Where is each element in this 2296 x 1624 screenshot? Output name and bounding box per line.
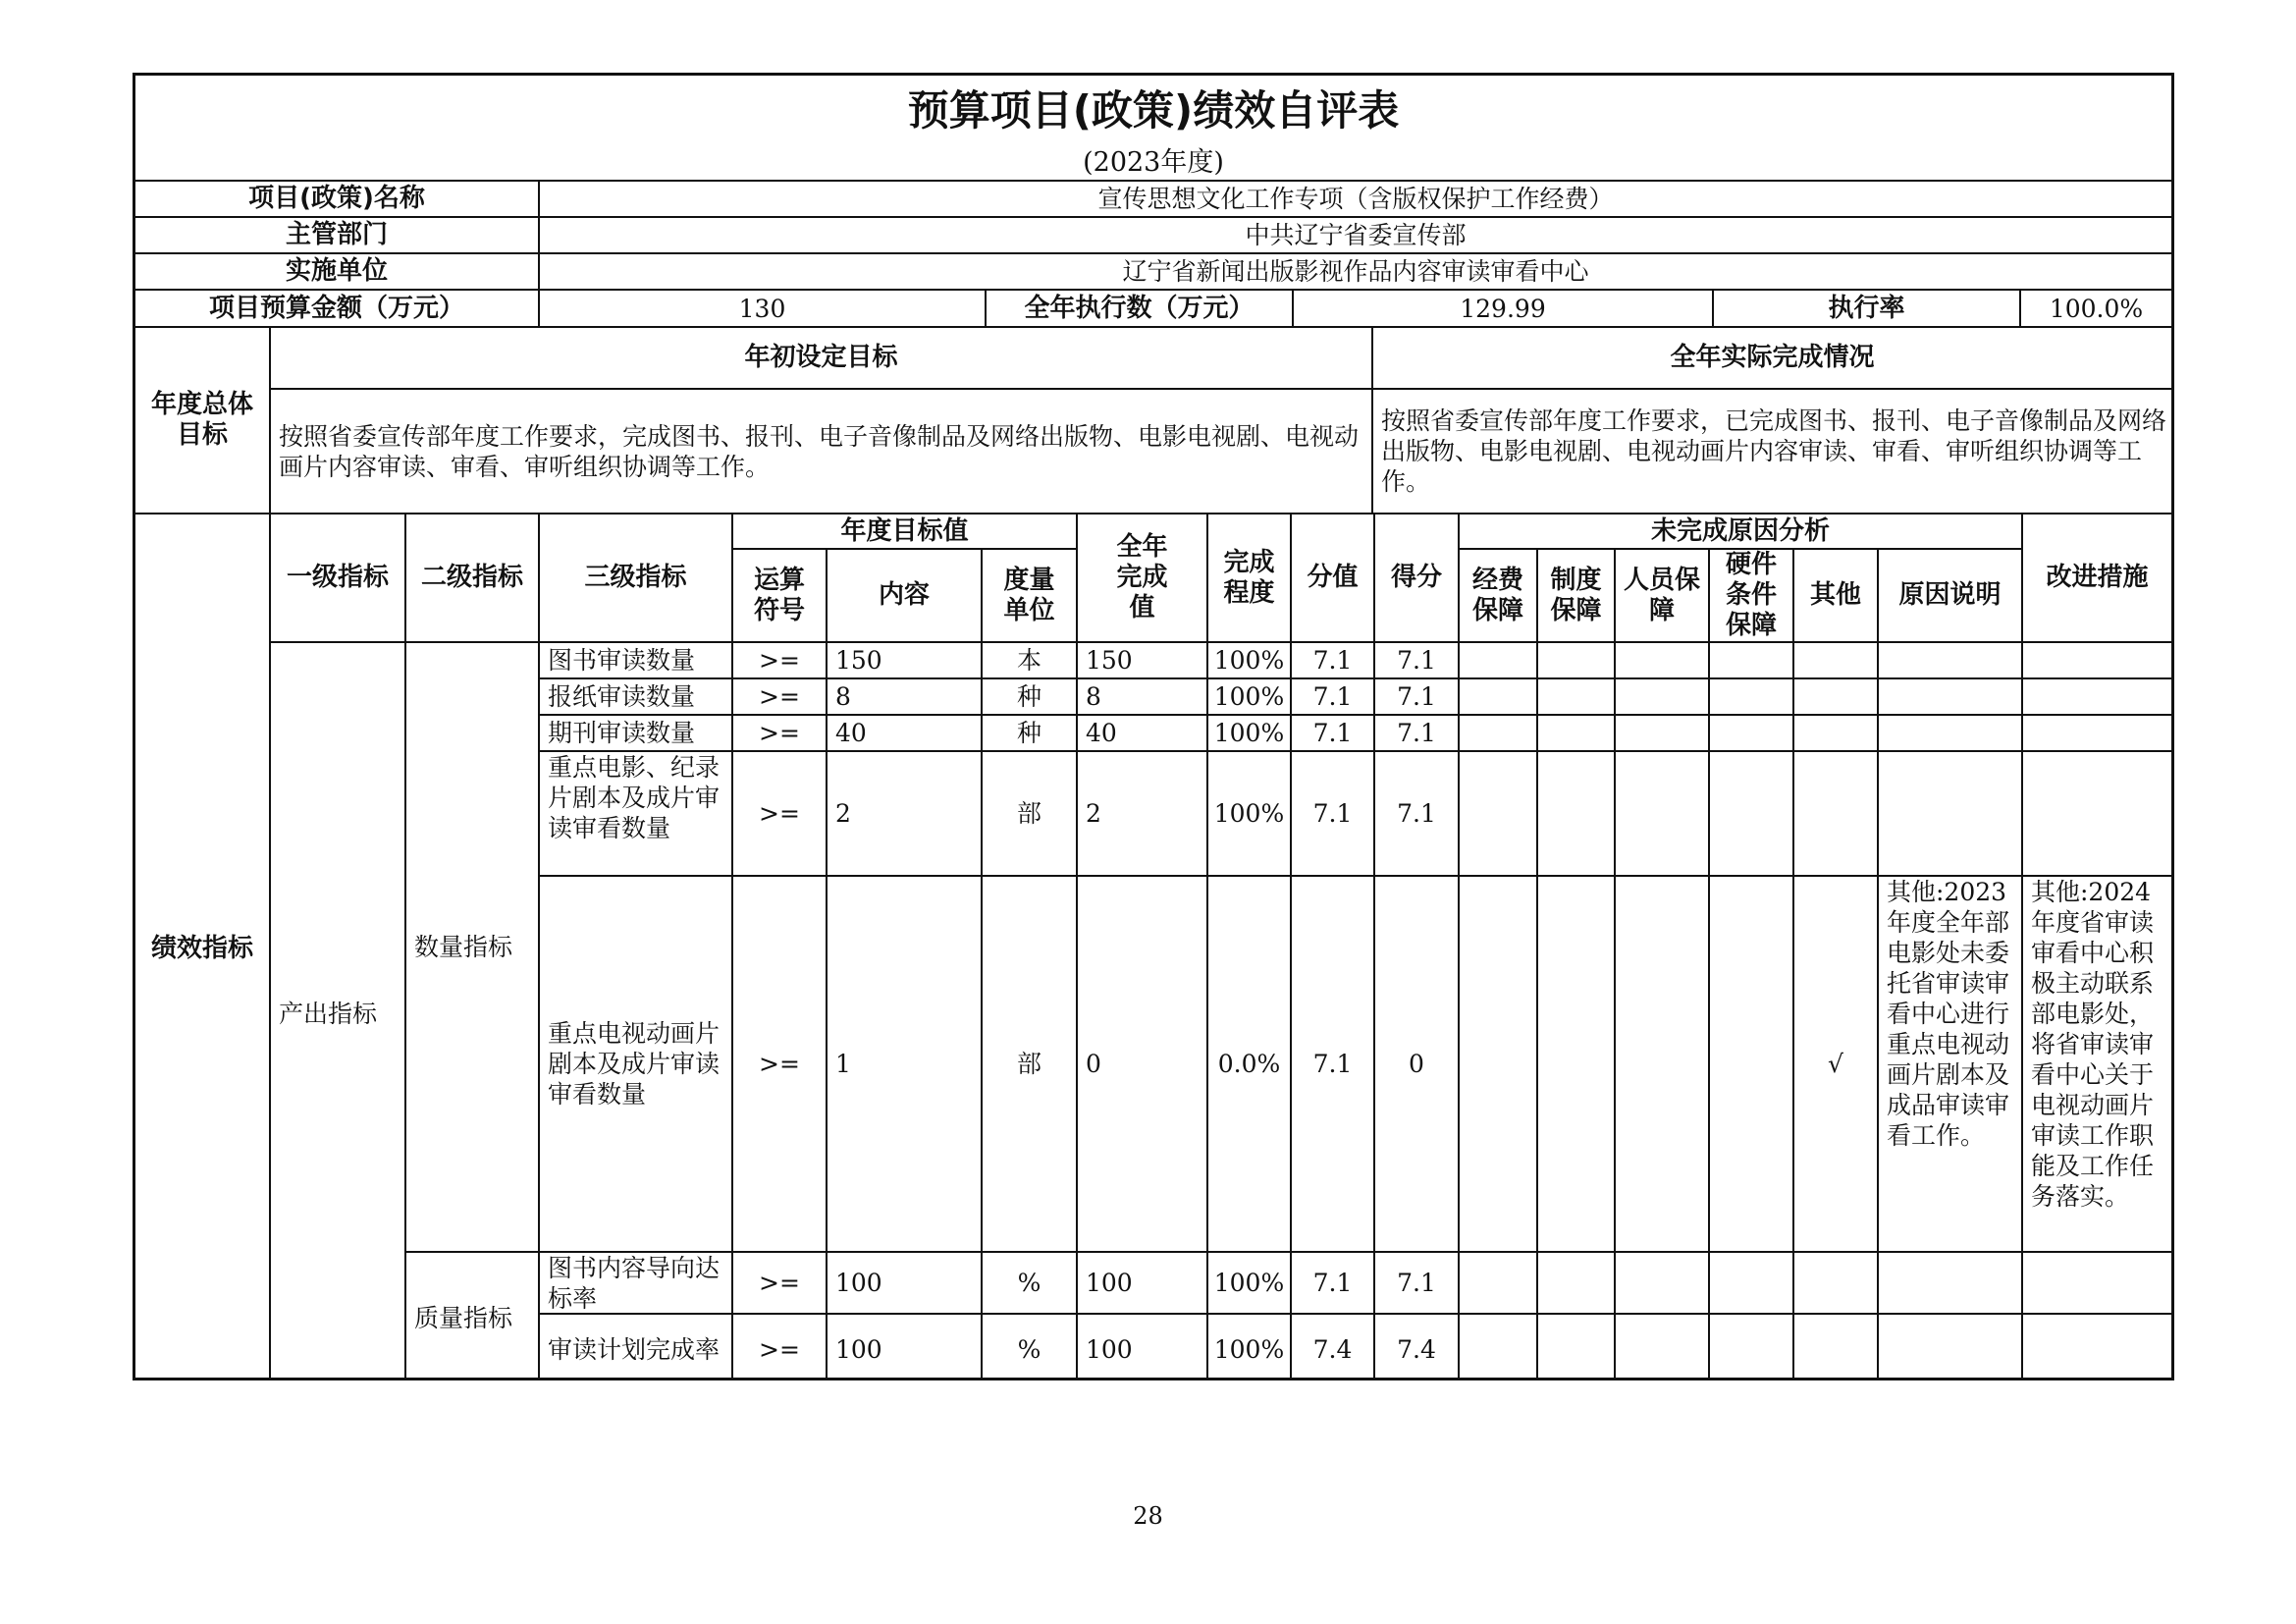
cell-actual: 40 <box>1078 716 1208 752</box>
header-unit: 度量单位 <box>983 550 1078 643</box>
cell-improve <box>2023 679 2171 716</box>
cell-explain <box>1879 643 2023 679</box>
cell-value: 7.1 <box>1292 1253 1375 1315</box>
evaluation-table <box>133 73 2174 1380</box>
cell-degree: 100% <box>1208 1315 1292 1380</box>
cell-op: >= <box>733 716 828 752</box>
cell-content: 100 <box>828 1315 983 1380</box>
cell-explain: 其他:2023年度全年部电影处未委托省审读审看中心进行重点电视动画片剧本及成品审读审看工作。 <box>1879 877 2023 1253</box>
actual-goal-header: 全年实际完成情况 <box>1373 328 2171 390</box>
cell-explain <box>1879 679 2023 716</box>
cell-op: >= <box>733 679 828 716</box>
header-explain: 原因说明 <box>1879 550 2023 643</box>
cell-content: 8 <box>828 679 983 716</box>
cell-reason-blank <box>1710 643 1794 679</box>
cell-degree: 100% <box>1208 716 1292 752</box>
cell-reason-blank <box>1710 877 1794 1253</box>
header-funding: 经费保障 <box>1460 550 1538 643</box>
cell-unit: % <box>983 1253 1078 1315</box>
cell-content: 150 <box>828 643 983 679</box>
cell-score: 7.4 <box>1375 1315 1460 1380</box>
cell-value: 7.1 <box>1292 679 1375 716</box>
cell-unit: 部 <box>983 752 1078 877</box>
cell-value: 7.1 <box>1292 716 1375 752</box>
cell-reason-blank <box>1616 679 1710 716</box>
cell-unit: 种 <box>983 716 1078 752</box>
page-number: 28 <box>1133 1502 1163 1530</box>
cell-reason-blank <box>1460 643 1538 679</box>
cell-reason-blank <box>1460 752 1538 877</box>
annual-goal-side-label: 年度总体目标 <box>135 328 271 514</box>
cell-explain <box>1879 1253 2023 1315</box>
initial-goal-text: 按照省委宣传部年度工作要求，完成图书、报刊、电子音像制品及网络出版物、电影电视剧、电视动画片内容审读、审看、审听组织协调等工作。 <box>271 390 1373 514</box>
cell-degree: 100% <box>1208 1253 1292 1315</box>
unit-value: 辽宁省新闻出版影视作品内容审读审看中心 <box>540 254 2171 291</box>
header-actual: 全年完成值 <box>1078 514 1208 643</box>
header-reason-group: 未完成原因分析 <box>1460 514 2023 550</box>
cell-unit: 部 <box>983 877 1078 1253</box>
performance-indicators-side-label: 绩效指标 <box>135 514 271 1380</box>
cell-name: 报纸审读数量 <box>540 679 733 716</box>
cell-improve <box>2023 752 2171 877</box>
cell-score: 7.1 <box>1375 679 1460 716</box>
cell-content: 100 <box>828 1253 983 1315</box>
budget-value: 130 <box>540 291 987 328</box>
cell-reason-blank <box>1616 877 1710 1253</box>
cell-name: 图书内容导向达标率 <box>540 1253 733 1315</box>
cell-name: 审读计划完成率 <box>540 1315 733 1380</box>
cell-reason-blank <box>1616 1315 1710 1380</box>
cell-reason-blank <box>1538 752 1616 877</box>
level2-quality: 质量指标 <box>406 1253 540 1380</box>
header-hardware: 硬件条件保障 <box>1710 550 1794 643</box>
project-name-value: 宣传思想文化工作专项（含版权保护工作经费） <box>540 182 2171 218</box>
cell-degree: 100% <box>1208 679 1292 716</box>
header-score: 得分 <box>1375 514 1460 643</box>
cell-reason-blank <box>1460 1315 1538 1380</box>
cell-reason-blank <box>1710 1253 1794 1315</box>
dept-value: 中共辽宁省委宣传部 <box>540 218 2171 254</box>
cell-unit: 种 <box>983 679 1078 716</box>
cell-name: 重点电影、纪录片剧本及成片审读审看数量 <box>540 752 733 877</box>
header-level1: 一级指标 <box>271 514 406 643</box>
header-content: 内容 <box>828 550 983 643</box>
cell-reason-blank <box>1710 1315 1794 1380</box>
cell-value: 7.4 <box>1292 1315 1375 1380</box>
cell-unit: 本 <box>983 643 1078 679</box>
cell-reason-blank <box>1538 679 1616 716</box>
project-name-label: 项目(政策)名称 <box>135 182 540 218</box>
cell-explain <box>1879 716 2023 752</box>
cell-content: 40 <box>828 716 983 752</box>
cell-reason-blank <box>1710 752 1794 877</box>
cell-unit: % <box>983 1315 1078 1380</box>
header-staff: 人员保障 <box>1616 550 1710 643</box>
cell-other <box>1794 716 1879 752</box>
cell-value: 7.1 <box>1292 643 1375 679</box>
cell-name: 期刊审读数量 <box>540 716 733 752</box>
cell-explain <box>1879 1315 2023 1380</box>
rate-value: 100.0% <box>2021 291 2171 328</box>
header-target-group: 年度目标值 <box>733 514 1078 550</box>
cell-content: 2 <box>828 752 983 877</box>
cell-improve <box>2023 1315 2171 1380</box>
cell-reason-blank <box>1616 752 1710 877</box>
dept-label: 主管部门 <box>135 218 540 254</box>
level2-quantity: 数量指标 <box>406 643 540 1253</box>
cell-reason-blank <box>1460 877 1538 1253</box>
cell-score: 7.1 <box>1375 752 1460 877</box>
rate-label: 执行率 <box>1714 291 2021 328</box>
cell-reason-blank <box>1538 716 1616 752</box>
cell-reason-blank <box>1538 877 1616 1253</box>
cell-reason-blank <box>1710 716 1794 752</box>
cell-name: 重点电视动画片剧本及成片审读审看数量 <box>540 877 733 1253</box>
actual-goal-text: 按照省委宣传部年度工作要求，已完成图书、报刊、电子音像制品及网络出版物、电影电视剧、电视动画片内容审读、审看、审听组织协调等工作。 <box>1373 390 2171 514</box>
cell-actual: 100 <box>1078 1253 1208 1315</box>
header-op: 运算符号 <box>733 550 828 643</box>
cell-reason-blank <box>1710 679 1794 716</box>
cell-score: 7.1 <box>1375 1253 1460 1315</box>
initial-goal-header: 年初设定目标 <box>271 328 1373 390</box>
header-system: 制度保障 <box>1538 550 1616 643</box>
cell-reason-blank <box>1460 1253 1538 1315</box>
header-level3: 三级指标 <box>540 514 733 643</box>
cell-actual: 100 <box>1078 1315 1208 1380</box>
header-score-value: 分值 <box>1292 514 1375 643</box>
cell-other <box>1794 1253 1879 1315</box>
cell-actual: 8 <box>1078 679 1208 716</box>
cell-reason-blank <box>1538 1253 1616 1315</box>
cell-degree: 100% <box>1208 643 1292 679</box>
cell-explain <box>1879 752 2023 877</box>
cell-reason-blank <box>1616 643 1710 679</box>
cell-reason-blank <box>1538 643 1616 679</box>
cell-other <box>1794 679 1879 716</box>
cell-op: >= <box>733 877 828 1253</box>
cell-actual: 0 <box>1078 877 1208 1253</box>
page-title: 预算项目(政策)绩效自评表 <box>907 85 1400 135</box>
cell-score: 7.1 <box>1375 716 1460 752</box>
cell-improve: 其他:2024年度省审读审看中心积极主动联系部电影处，将省审读审看中心关于电视动画片审读工作职能及工作任务落实。 <box>2023 877 2171 1253</box>
cell-improve <box>2023 643 2171 679</box>
cell-value: 7.1 <box>1292 752 1375 877</box>
cell-reason-blank <box>1538 1315 1616 1380</box>
cell-actual: 150 <box>1078 643 1208 679</box>
exec-value: 129.99 <box>1294 291 1714 328</box>
cell-other: √ <box>1794 877 1879 1253</box>
cell-reason-blank <box>1616 1253 1710 1315</box>
cell-reason-blank <box>1460 679 1538 716</box>
level1-output: 产出指标 <box>271 643 406 1380</box>
header-improve: 改进措施 <box>2023 514 2171 643</box>
budget-label: 项目预算金额（万元） <box>135 291 540 328</box>
cell-improve <box>2023 1253 2171 1315</box>
header-degree: 完成程度 <box>1208 514 1292 643</box>
cell-score: 7.1 <box>1375 643 1460 679</box>
cell-op: >= <box>733 752 828 877</box>
cell-other <box>1794 1315 1879 1380</box>
cell-reason-blank <box>1616 716 1710 752</box>
cell-degree: 100% <box>1208 752 1292 877</box>
unit-label: 实施单位 <box>135 254 540 291</box>
page-subtitle-year: (2023年度) <box>135 144 2171 182</box>
cell-op: >= <box>733 643 828 679</box>
cell-op: >= <box>733 1315 828 1380</box>
cell-name: 图书审读数量 <box>540 643 733 679</box>
cell-score: 0 <box>1375 877 1460 1253</box>
cell-other <box>1794 643 1879 679</box>
cell-op: >= <box>733 1253 828 1315</box>
cell-other <box>1794 752 1879 877</box>
cell-content: 1 <box>828 877 983 1253</box>
exec-label: 全年执行数（万元） <box>987 291 1294 328</box>
cell-improve <box>2023 716 2171 752</box>
cell-reason-blank <box>1460 716 1538 752</box>
cell-value: 7.1 <box>1292 877 1375 1253</box>
cell-actual: 2 <box>1078 752 1208 877</box>
cell-degree: 0.0% <box>1208 877 1292 1253</box>
header-other: 其他 <box>1794 550 1879 643</box>
header-level2: 二级指标 <box>406 514 540 643</box>
